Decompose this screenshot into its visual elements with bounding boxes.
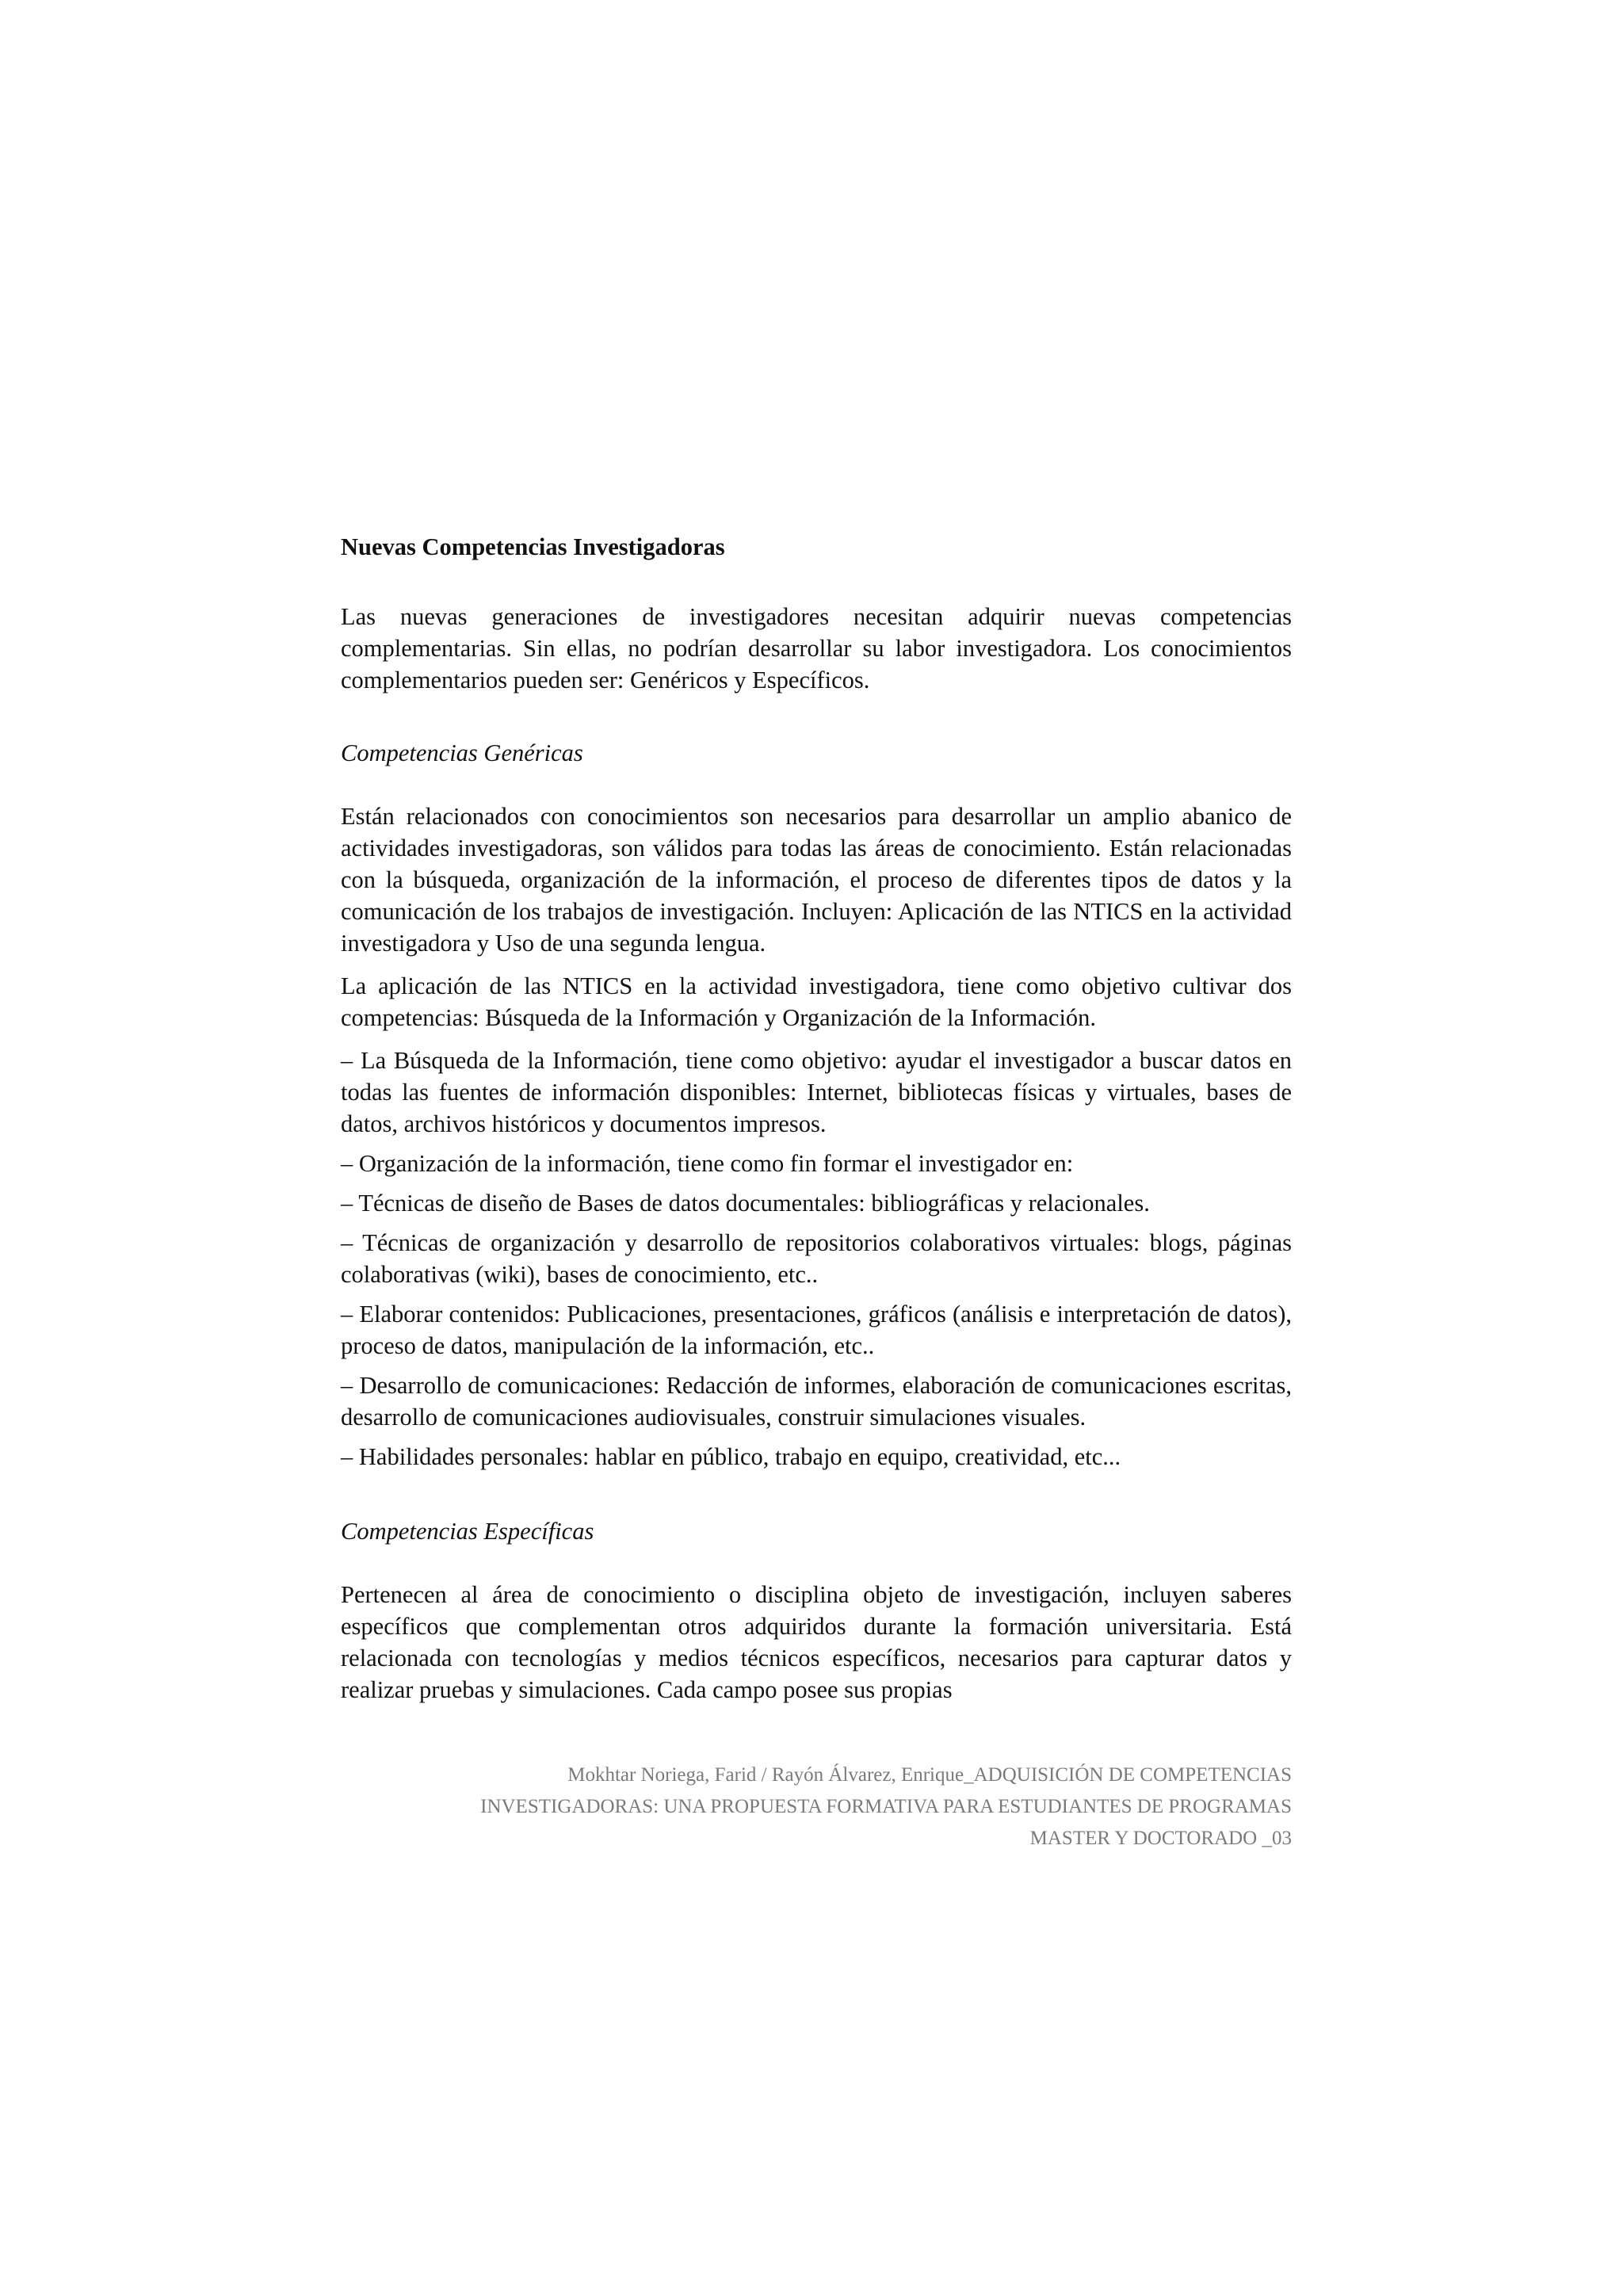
footer-line-2: INVESTIGADORAS: UNA PROPUESTA FORMATIVA PARA ESTUDIANTES DE PROGRAMAS — [480, 1796, 1292, 1817]
footer-line-1: Mokhtar Noriega, Farid / Rayón Álvarez, Enrique_ADQUISICIÓN DE COMPETENCIAS — [567, 1764, 1292, 1786]
list-item: – Elaborar contenidos: Publicaciones, presentaciones, gráficos (análisis e interpretación de datos), proceso de datos, manipulación de la información, etc.. — [341, 1301, 1292, 1359]
paragraph-genericas-1: Están relacionados con conocimientos son necesarios para desarrollar un amplio abanico de actividades investigadoras, son válidos para todas las áreas de conocimiento. Están relacionadas con la búsqueda, organización de la información, el proceso de diferentes tipos de datos y la comunicación de los trabajos de investigación. Incluyen: Aplicación de las NTICS en la actividad investigadora y Uso de una segunda lengua. — [341, 803, 1292, 957]
list-item: – Organización de la información, tiene como fin formar el investigador en: — [341, 1150, 1074, 1177]
list-item: – La Búsqueda de la Información, tiene como objetivo: ayudar el investigador a buscar datos en todas las fuentes de información disponibles: Internet, bibliotecas físicas y virtuales, bases de datos, archivos históricos y documentos impresos. — [341, 1047, 1292, 1137]
section-heading-genericas: Competencias Genéricas — [341, 739, 583, 766]
section-heading-especificas: Competencias Específicas — [341, 1518, 594, 1545]
list-item: – Habilidades personales: hablar en público, trabajo en equipo, creatividad, etc... — [341, 1443, 1121, 1470]
paragraph-especificas: Pertenecen al área de conocimiento o disciplina objeto de investigación, incluyen saberes específicos que complementan otros adquiridos durante la formación universitaria. Está relacionada con tecnologías y medios técnicos específicos, necesarios para capturar datos y realizar pruebas y simulaciones. Cada campo posee sus propias — [341, 1581, 1292, 1703]
page-footer — [341, 1759, 1292, 1855]
document-body — [341, 523, 1292, 1706]
list-item: – Desarrollo de comunicaciones: Redacción de informes, elaboración de comunicaciones escritas, desarrollo de comunicaciones audiovisuales, construir simulaciones visuales. — [341, 1372, 1292, 1431]
footer-line-3: MASTER Y DOCTORADO _03 — [1029, 1828, 1292, 1849]
intro-paragraph: Las nuevas generaciones de investigadores necesitan adquirir nuevas competencias complementarias. Sin ellas, no podrían desarrollar su labor investigadora. Los conocimientos complementarios pueden ser: Genéricos y Específicos. — [341, 603, 1292, 693]
list-item: – Técnicas de organización y desarrollo de repositorios colaborativos virtuales: blogs, páginas colaborativas (wiki), bases de conocimiento, etc.. — [341, 1229, 1292, 1288]
paragraph-genericas-2: La aplicación de las NTICS en la actividad investigadora, tiene como objetivo cultivar dos competencias: Búsqueda de la Información y Organización de la Información. — [341, 972, 1292, 1031]
page-title: Nuevas Competencias Investigadoras — [341, 533, 725, 560]
list-item: – Técnicas de diseño de Bases de datos documentales: bibliográficas y relacionales. — [341, 1190, 1150, 1217]
